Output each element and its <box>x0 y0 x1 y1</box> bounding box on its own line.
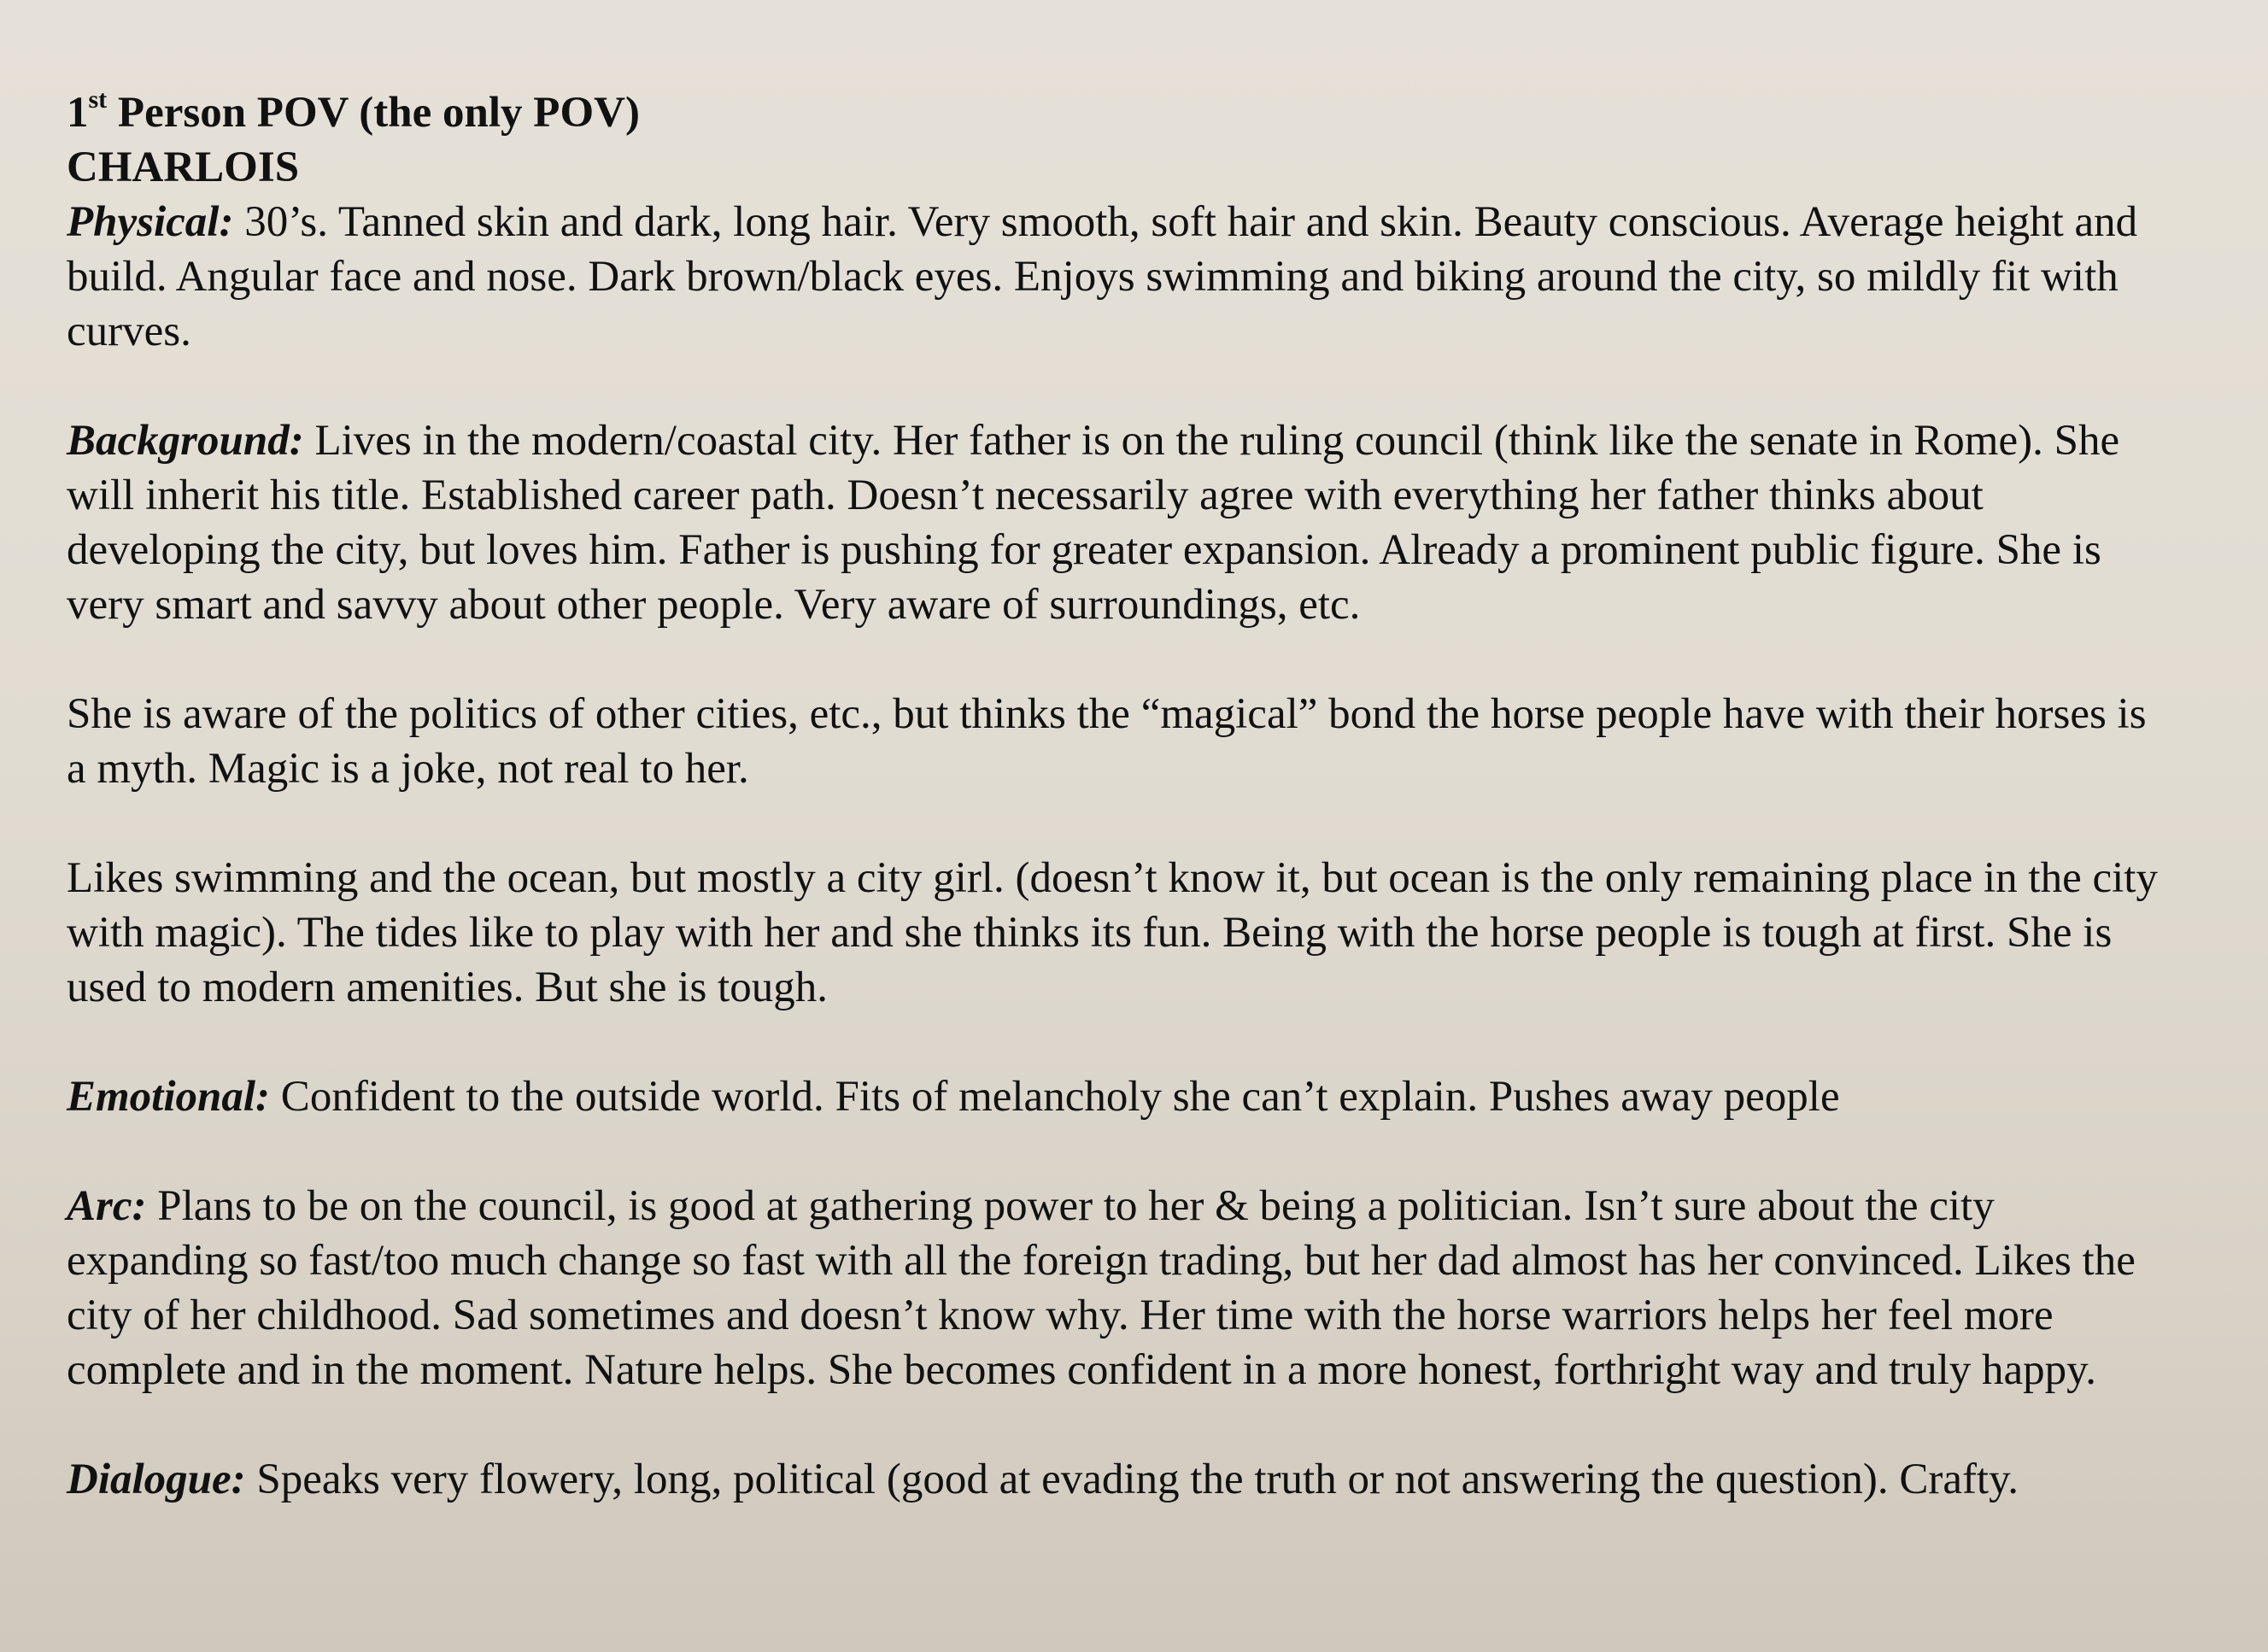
character-name: CHARLOIS <box>67 144 300 191</box>
physical-label: Physical: <box>67 198 234 246</box>
arc-label: Arc: <box>67 1182 147 1230</box>
title-text: Person POV (the only POV) <box>107 89 640 137</box>
dialogue-label: Dialogue: <box>67 1456 246 1503</box>
physical-text: 30’s. Tanned skin and dark, long hair. Very smooth, soft hair and skin. Beauty conscious. Average height and build. Angular face and nose. Dark brown/black eyes. Enjoys swimming and biking around the city, so mildly fit with curves. <box>67 198 2138 355</box>
likes-paragraph <box>67 851 2174 1015</box>
emotional-section <box>67 1069 2174 1124</box>
dialogue-section <box>67 1452 2174 1507</box>
physical-section <box>67 195 2174 359</box>
politics-paragraph <box>67 687 2174 796</box>
dialogue-text: Speaks very flowery, long, political (good at evading the truth or not answering the question). Crafty. <box>245 1456 2019 1503</box>
emotional-label: Emotional: <box>67 1073 271 1121</box>
arc-section <box>67 1179 2174 1397</box>
background-section <box>67 413 2174 632</box>
background-text: Lives in the modern/coastal city. Her father is on the ruling council (think like the senate in Rome). She will inherit his title. Established career path. Doesn’t necessarily agree with everything her father thinks about developing the city, but loves him. Father is pushing for greater expansion. Already a prominent public figure. She is very smart and savvy about other people. Very aware of surroundings, etc. <box>67 417 2120 629</box>
page-title <box>67 85 2174 140</box>
title-ordinal: 1 <box>67 89 89 137</box>
arc-text: Plans to be on the council, is good at gathering power to her & being a politician. Isn’t sure about the city expanding so fast/too much change so fast with all the foreign trading, but her dad almost has her convinced. Likes the city of her childhood. Sad sometimes and doesn’t know why. Her time with the horse warriors helps her feel more complete and in the moment. Nature helps. She becomes confident in a more honest, forthright way and truly happy. <box>67 1182 2136 1394</box>
emotional-text: Confident to the outside world. Fits of melancholy she can’t explain. Pushes away people <box>270 1073 1840 1121</box>
likes-text: Likes swimming and the ocean, but mostly a city girl. (doesn’t know it, but ocean is the only remaining place in the city with magic). The tides like to play with her and she thinks its fun. Being with the horse people is tough at first. She is used to modern amenities. But she is tough. <box>67 854 2158 1011</box>
title-ordinal-suffix: st <box>88 85 108 114</box>
background-label: Background: <box>67 417 304 465</box>
politics-text: She is aware of the politics of other cities, etc., but thinks the “magical” bond the horse people have with their horses is a myth. Magic is a joke, not real to her. <box>67 690 2147 793</box>
